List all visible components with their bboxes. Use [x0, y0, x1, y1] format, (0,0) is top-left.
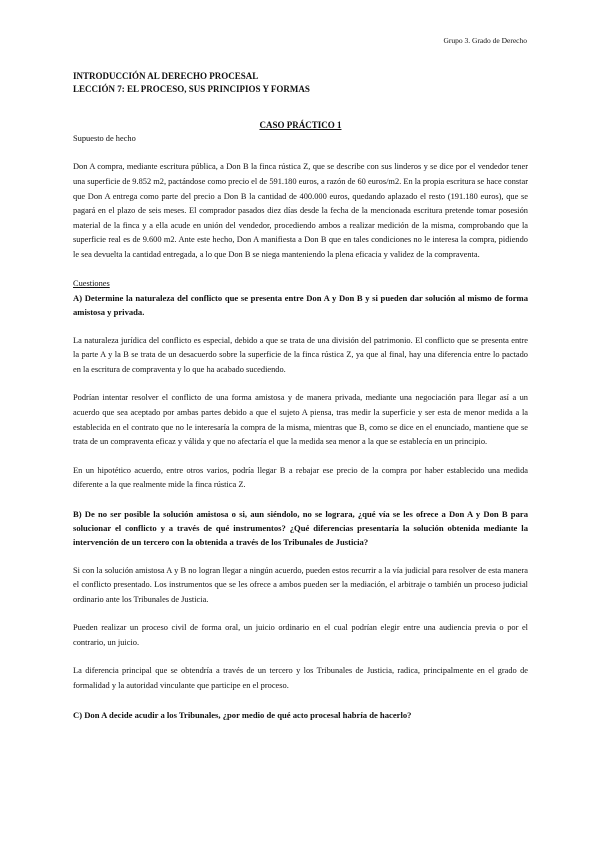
questions-label: Cuestiones [73, 278, 110, 288]
case-title: CASO PRÁCTICO 1 [259, 119, 342, 130]
question-a: A) Determine la naturaleza del conflicto que se presenta entre Don A y Don B y si pueden dar solución al mismo de forma amistosa y privada. [73, 293, 528, 318]
lesson-title: LECCIÓN 7: EL PROCESO, SUS PRINCIPIOS Y FORMAS [73, 84, 310, 95]
question-b: B) De no ser posible la solución amistosa o si, aun siéndolo, no se lograra, ¿qué vía se les ofrece a Don A y Don B para solucionar el conflicto y a través de qué instrumentos? ¿Qué diferencias presentaría la solución obtenida mediante la intervención de un tercero con la obtenida a través de los Tribunales de Justicia? [73, 508, 528, 548]
course-title: INTRODUCCIÓN AL DERECHO PROCESAL [73, 71, 259, 81]
document-body [73, 70, 528, 722]
page-header: Grupo 3. Grado de Derecho [443, 36, 527, 45]
answer-a-2: Podrían intentar resolver el conflicto de una forma amistosa y de manera privada, mediante una negociación para llegar así a un acuerdo que sea aceptado por ambas partes debido a que el sujeto A piensa, tras medir la superficie y ser esta de menor medida a la establecida en el contrato que no le interesaría la compra de la misma, mientras que B, como se dice en el enunciado, mantiene que se trata de un compraventa eficaz y válida y que no afectaría el que la medida sea menor a la que se establecía en un principio. [73, 393, 528, 447]
answer-b-2: Pueden realizar un proceso civil de forma oral, un juicio ordinario en el cual podrían elegir entre una audiencia previa o por el contrario, un juicio. [73, 623, 528, 647]
answer-a-3: En un hipotético acuerdo, entre otros varios, podría llegar B a rebajar ese precio de la compra por haber establecido una medida diferente a la que realmente mide la finca rústica Z. [73, 465, 528, 490]
facts-paragraph: Don A compra, mediante escritura pública, a Don B la finca rústica Z, que se describe con sus linderos y se dice por el vendedor tener una superficie de 9.852 m2, pactándose como precio el de 591.180 euros, a razón de 60 euros/m2. En la propia escritura se hace constar que Don A entrega como parte del precio a Don B la cantidad de 400.000 euros, quedando aplazado el resto (191.180 euros), que se pagará en el plazo de seis meses. El comprador pasados diez días desde la fecha de la mencionada escritura pretende tomar posesión material de la finca y a ella acude en unión del vendedor, procediendo ambos a realizar medición de la misma, comprobando que la superficie real es de 9.600 m2. Ante este hecho, Don A manifiesta a Don B que en tales condiciones no le interesa la compra, pidiendo le sea devuelta la cantidad entregada, a lo que Don B se niega manteniendo la plena eficacia y validez de la compraventa. [73, 162, 528, 259]
answer-b-3: La diferencia principal que se obtendría a través de un tercero y los Tribunales de Justicia, radica, principalmente en el grado de formalidad y la autoridad vinculante que participe en el proceso. [73, 666, 528, 691]
facts-subtitle: Supuesto de hecho [73, 133, 136, 143]
answer-a-1: La naturaleza jurídica del conflicto es especial, debido a que se trata de una división del patrimonio. El conflicto que se presenta entre la parte A y la B se trata de un desacuerdo sobre la superficie de la finca rústica Z, ya que al final, hay una diferencia entre lo pactado en la escritura de compraventa y lo que ha acabado sucediendo. [73, 335, 528, 374]
answer-b-1: Si con la solución amistosa A y B no logran llegar a ningún acuerdo, pueden estos recurrir a la vía judicial para resolver de esta manera el conflicto presentado. Los instrumentos que se les ofrece a ambos pueden ser la mediación, el arbitraje o también un proceso judicial ordinario ante los Tribunales de Justicia. [73, 565, 528, 604]
question-c: C) Don A decide acudir a los Tribunales, ¿por medio de qué acto procesal habría de hacerlo? [73, 709, 412, 720]
